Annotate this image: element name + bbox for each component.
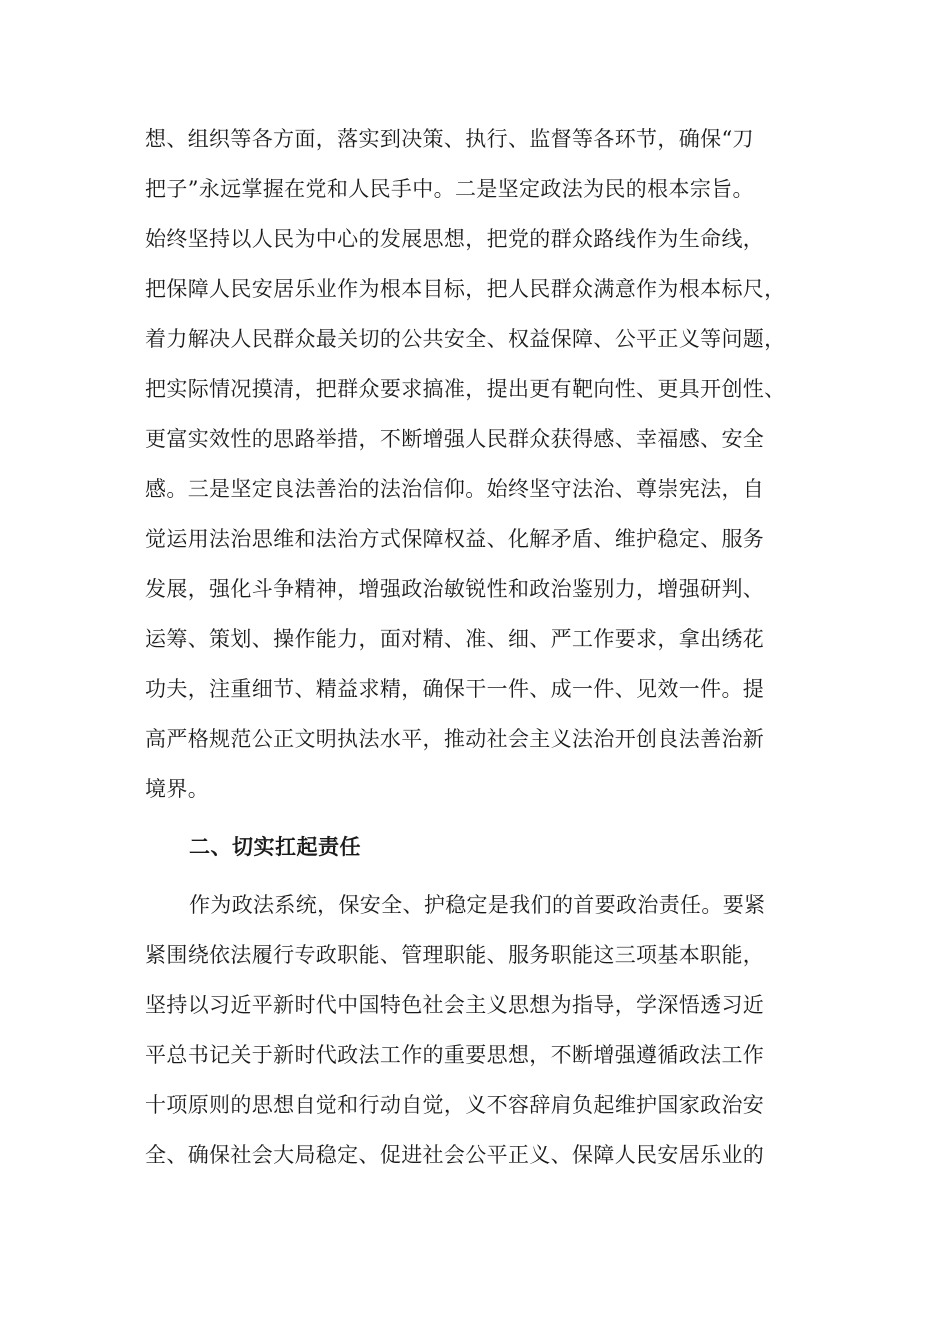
paragraph-line: 紧围绕依法履行专政职能、管理职能、服务职能这三项基本职能， [145, 943, 765, 967]
paragraph-line: 功夫，注重细节、精益求精，确保干一件、成一件、见效一件。提 [145, 677, 765, 701]
paragraph-line: 十项原则的思想自觉和行动自觉，义不容辞肩负起维护国家政治安 [145, 1093, 765, 1117]
paragraph-line: 平总书记关于新时代政法工作的重要思想，不断增强遵循政法工作 [145, 1043, 765, 1067]
paragraph-line: 全、确保社会大局稳定、促进社会公平正义、保障人民安居乐业的 [145, 1143, 765, 1167]
paragraph-line: 想、组织等各方面，落实到决策、执行、监督等各环节，确保“刀 [145, 127, 754, 151]
paragraph-line: 更富实效性的思路举措，不断增强人民群众获得感、幸福感、安全 [145, 427, 765, 451]
paragraph-line: 着力解决人民群众最关切的公共安全、权益保障、公平正义等问题， [145, 327, 786, 351]
paragraph-line: 觉运用法治思维和法治方式保障权益、化解矛盾、维护稳定、服务 [145, 527, 765, 551]
paragraph-line: 坚持以习近平新时代中国特色社会主义思想为指导，学深悟透习近 [145, 993, 765, 1017]
paragraph-line: 感。三是坚定良法善治的法治信仰。始终坚守法治、尊崇宪法，自 [145, 477, 765, 501]
paragraph-line: 始终坚持以人民为中心的发展思想，把党的群众路线作为生命线， [145, 227, 765, 251]
paragraph-line: 把子”永远掌握在党和人民手中。二是坚定政法为民的根本宗旨。 [145, 177, 754, 201]
paragraph-line: 运筹、策划、操作能力，面对精、准、细、严工作要求，拿出绣花 [145, 627, 765, 651]
section-heading: 二、切实扛起责任 [189, 835, 361, 859]
paragraph-line: 高严格规范公正文明执法水平，推动社会主义法治开创良法善治新 [145, 727, 765, 751]
paragraph-line: 发展，强化斗争精神，增强政治敏锐性和政治鉴别力，增强研判、 [145, 577, 765, 601]
paragraph-line: 境界。 [145, 777, 210, 801]
paragraph-line: 把实际情况摸清，把群众要求搞准，提出更有靶向性、更具开创性、 [145, 377, 786, 401]
paragraph-line: 作为政法系统，保安全、护稳定是我们的首要政治责任。要紧 [189, 893, 766, 917]
paragraph-line: 把保障人民安居乐业作为根本目标，把人民群众满意作为根本标尺， [145, 277, 786, 301]
